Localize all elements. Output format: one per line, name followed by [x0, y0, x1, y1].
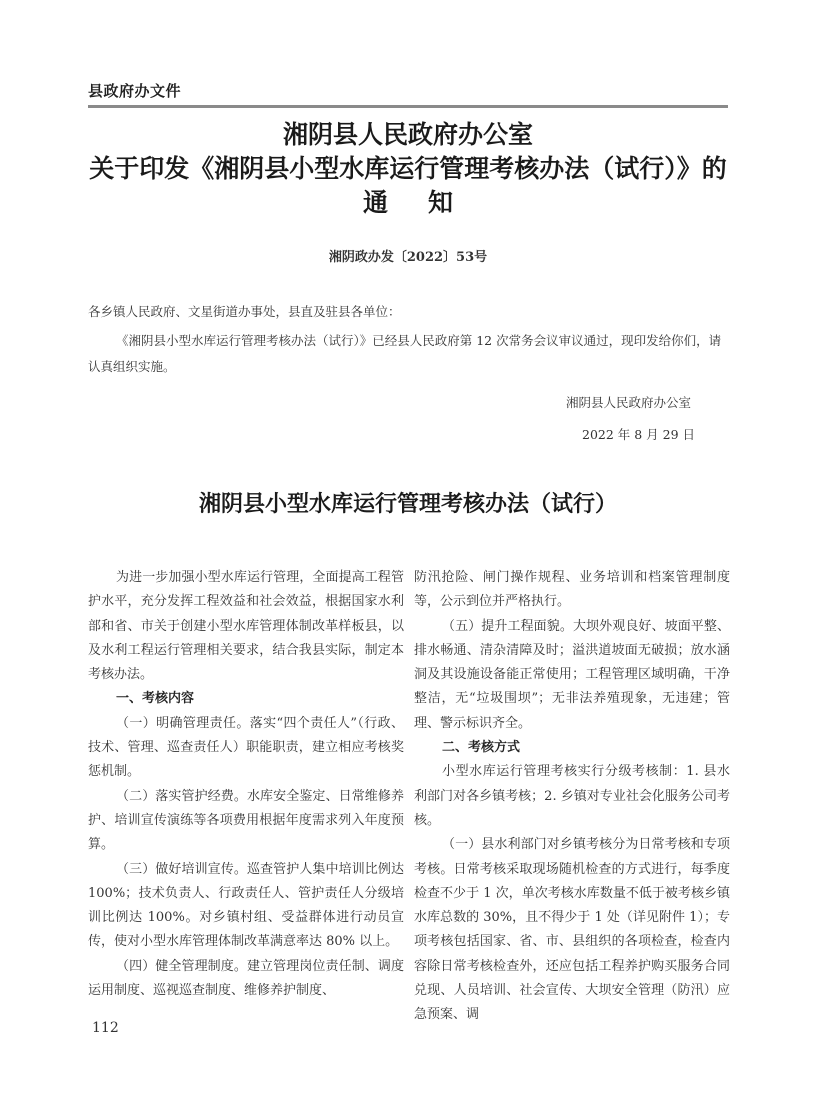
- item-1-text: 落实“四个责任人”（行政、技术、管理、巡查责任人）职能职责，建立相应考核奖惩机制。: [88, 715, 404, 780]
- section-2-item-1: [414, 833, 730, 1027]
- running-head: 县政府办文件: [88, 82, 182, 100]
- section-2-intro: 小型水库运行管理考核实行分级考核制：1. 县水利部门对各乡镇考核；2. 乡镇对专业社会化服务公司考核。: [414, 764, 730, 828]
- item-5-lead: （五）提升工程面貌。: [442, 618, 573, 634]
- signature: 湘阴县人民政府办公室: [566, 395, 692, 410]
- notice-title-line-1: 湘阴县人民政府办公室: [282, 120, 533, 149]
- item-4-text: 建立管理岗位责任制、调度运用制度、巡视巡查制度、维修养护制度、: [88, 958, 404, 999]
- document-number: 湘阴政办发〔2022〕53号: [328, 250, 488, 265]
- item-5-text: 大坝外观良好、坡面平整、排水畅通、清杂清障及时；溢洪道坡面无破损；放水涵洞及其设施设备能正常使用；工程管理区域明确，干净整洁，无“垃圾围坝”；无非法养殖现象，无违建；管理、警示标识齐全。: [414, 618, 730, 731]
- section-1-heading: 一、考核内容: [116, 691, 195, 707]
- left-column: [88, 566, 404, 1003]
- notice-title-line-2: 关于印发《湘阴县小型水库运行管理考核办法（试行）》的: [89, 154, 727, 183]
- item-1: [88, 712, 404, 785]
- item-3-text: 巡查管护人集中培训比例达 100%；技术负责人、行政责任人、管护责任人分级培训比例达 100%。对乡镇村组、受益群体进行动员宣传，使对小型水库管理体制改革满意率达 80% 以上。: [88, 861, 404, 950]
- regulation-title: 湘阴县小型水库运行管理考核办法（试行）: [198, 491, 617, 517]
- item-2: [88, 785, 404, 858]
- right-column: [414, 566, 730, 1028]
- item-4-lead: （四）健全管理制度。: [116, 958, 247, 974]
- item-4-continued: 防汛抢险、闸门操作规程、业务培训和档案管理制度等，公示到位并严格执行。: [414, 570, 730, 610]
- item-1-lead: （一）明确管理责任。: [116, 715, 250, 731]
- notice-body: 《湘阴县小型水库运行管理考核办法（试行）》已经县人民政府第 12 次常务会议审议通过，现印发给你们，请认真组织实施。: [88, 333, 722, 374]
- item-4: [88, 955, 404, 1004]
- date: 2022 年 8 月 29 日: [582, 427, 696, 442]
- intro-paragraph: 为进一步加强小型水库运行管理，全面提高工程管护水平，充分发挥工程效益和社会效益，根据国家水利部和省、市关于创建小型水库管理体制改革样板县，以及水利工程运行管理相关要求，结合我县实际，制定本考核办法。: [88, 570, 404, 683]
- item-2-text: 水库安全鉴定、日常维修养护、培训宣传演练等各项费用根据年度需求列入年度预算。: [88, 788, 404, 853]
- page-number: 112: [92, 1020, 119, 1036]
- addressee: 各乡镇人民政府、文星街道办事处，县直及驻县各单位：: [88, 304, 401, 319]
- header-rule: [88, 105, 728, 108]
- section-2-heading: 二、考核方式: [442, 740, 521, 756]
- section-2-item-1-lead: （一）县水利部门对乡镇考核分为日常考核和专项考核。: [414, 837, 730, 877]
- notice-title-line-3: 通知: [362, 188, 493, 217]
- item-5: [414, 615, 730, 736]
- item-3: [88, 858, 404, 955]
- item-3-lead: （三）做好培训宣传。: [116, 861, 247, 877]
- section-2-item-1-text: 日常考核采取现场随机检查的方式进行，每季度检查不少于 1 次，单次考核水库数量不低于被考核乡镇水库总数的 30%，且不得少于 1 处（详见附件 1）；专项考核包括国家、省、市、县组织的各项检查，检查内容除日常考核检查外，还应包括工程养护购买服务合同兑现、人员培训、社会宣传、大坝安全管理（防汛）应急预案、调: [414, 861, 730, 1023]
- item-2-lead: （二）落实管护经费。: [116, 788, 247, 804]
